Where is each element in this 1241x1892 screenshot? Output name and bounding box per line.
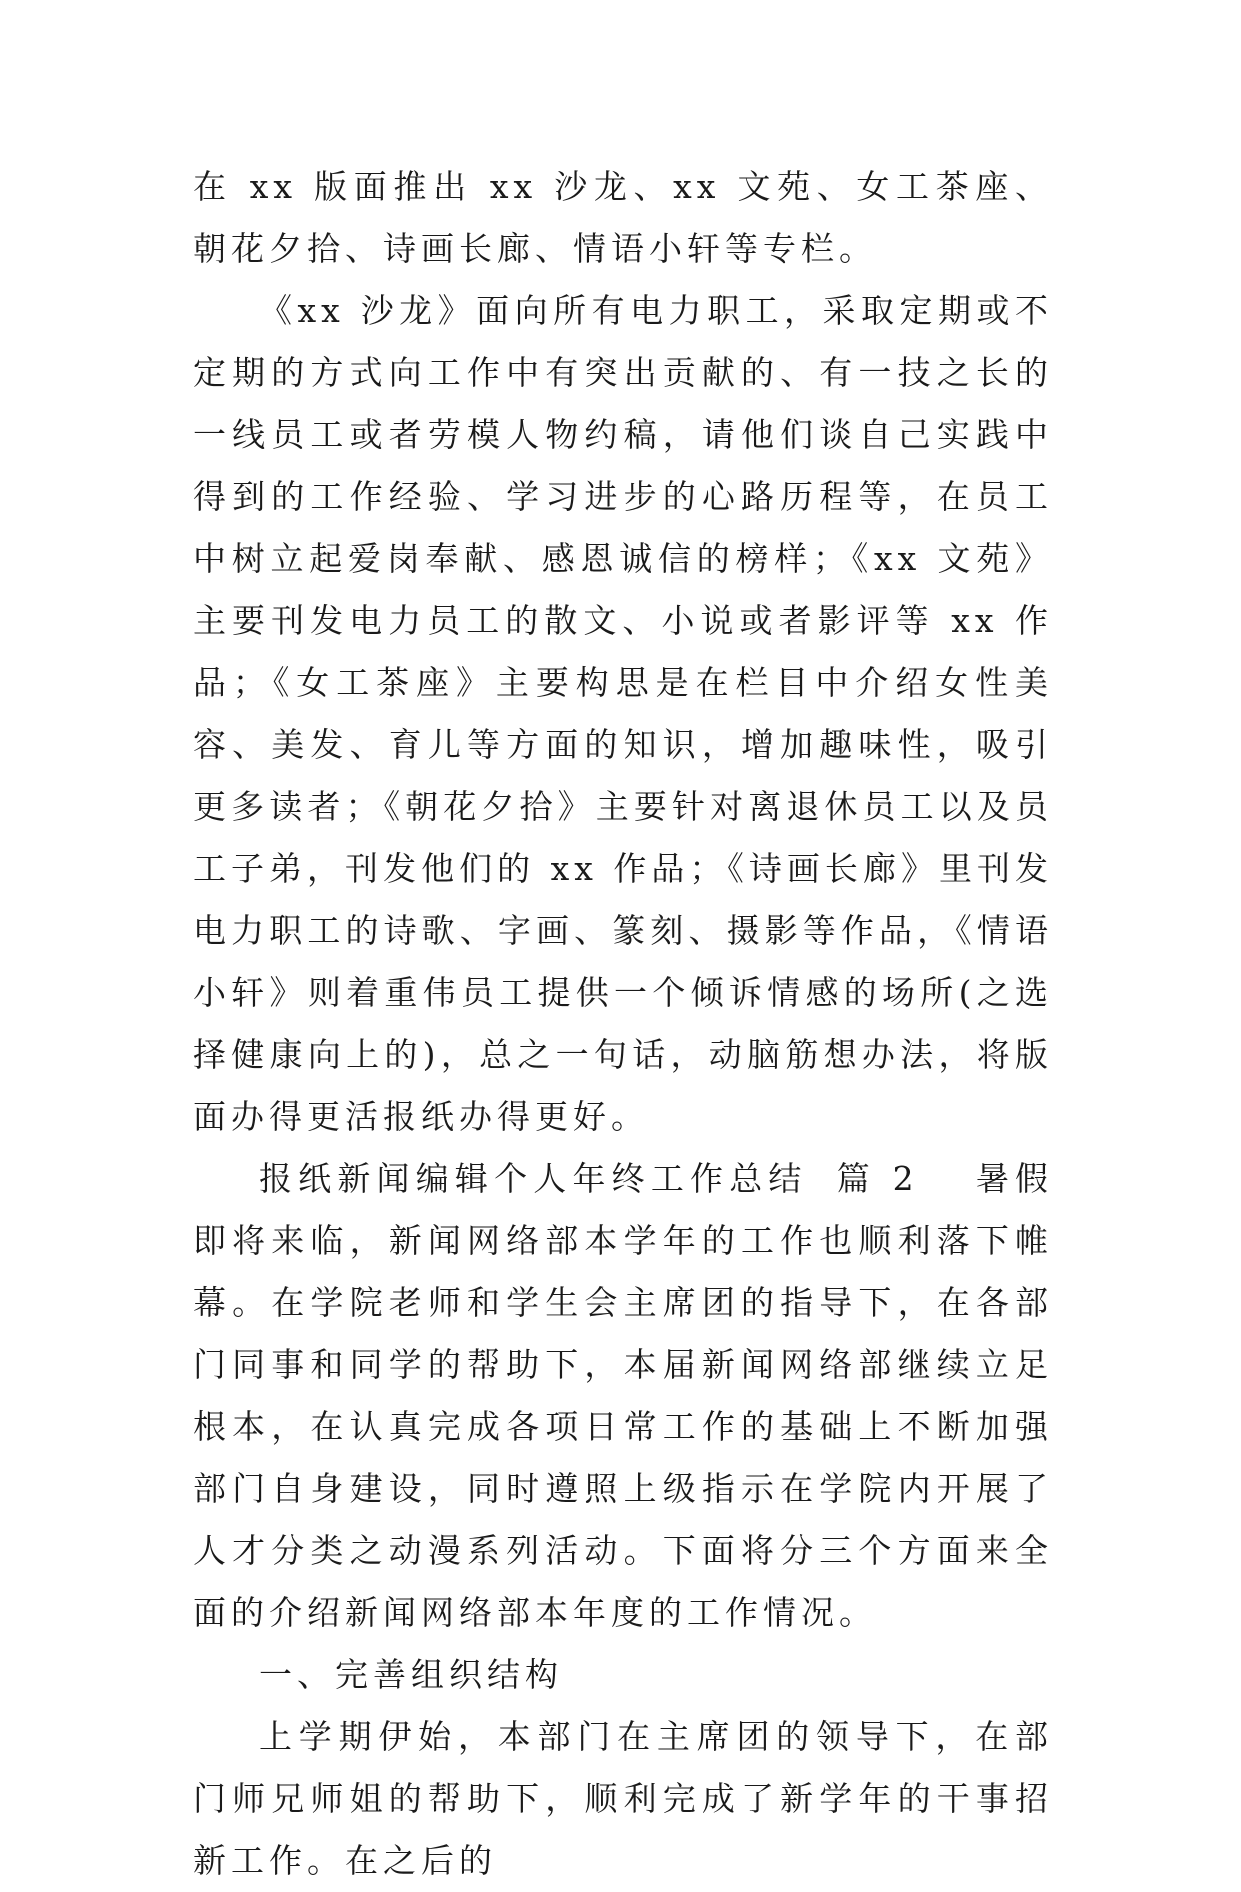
paragraph-text: 上学期伊始，本部门在主席团的领导下，在部门师兄师姐的帮助下，顺利完成了新学年的干事招新工作。在之后的 (193, 1717, 1053, 1880)
paragraph-column-descriptions (193, 280, 1053, 1148)
paragraph-text: 暑假即将来临，新闻网络部本学年的工作也顺利落下帷幕。在学院老师和学生会主席团的指导下，在各部门同事和同学的帮助下，本届新闻网络部继续立足根本，在认真完成各项日常工作的基础上不断加强部门自身建设，同时遵照上级指示在学院内开展了人才分类之动漫系列活动。下面将分三个方面来全面的介绍新闻网络部本年度的工作情况。 (193, 1159, 1054, 1632)
document-body (193, 156, 1053, 1892)
paragraph-section-2-opening (193, 1148, 1053, 1644)
paragraph-text: 《xx 沙龙》面向所有电力职工，采取定期或不定期的方式向工作中有突出贡献的、有一技之长的一线员工或者劳模人物约稿，请他们谈自己实践中得到的工作经验、学习进步的心路历程等，在员工中树立起爱岗奉献、感恩诚信的榜样；《xx 文苑》主要刊发电力员工的散文、小说或者影评等 xx 作品；《女工茶座》主要构思是在栏目中介绍女性美容、美发、育儿等方面的知识，增加趣味性，吸引更多读者；《朝花夕拾》主要针对离退休员工以及员工子弟，刊发他们的 xx 作品；《诗画长廊》里刊发电力职工的诗歌、字画、篆刻、摄影等作品，《情语小轩》则着重伟员工提供一个倾诉情感的场所(之选择健康向上的)，总之一句话，动脑筋想办法，将版面办得更活报纸办得更好。 (193, 291, 1053, 1136)
chapter-label: 篇 2 (835, 1159, 919, 1198)
subsection-title: 一、完善组织结构 (259, 1655, 563, 1694)
paragraph-text: 在 xx 版面推出 xx 沙龙、xx 文苑、女工茶座、朝花夕拾、诗画长廊、情语小轩等专栏。 (193, 167, 1053, 268)
section-heading: 报纸新闻编辑个人年终工作总结 (259, 1159, 808, 1198)
subsection-heading (193, 1644, 1053, 1706)
paragraph-columns-intro (193, 156, 1053, 280)
paragraph-recruitment (193, 1706, 1053, 1892)
